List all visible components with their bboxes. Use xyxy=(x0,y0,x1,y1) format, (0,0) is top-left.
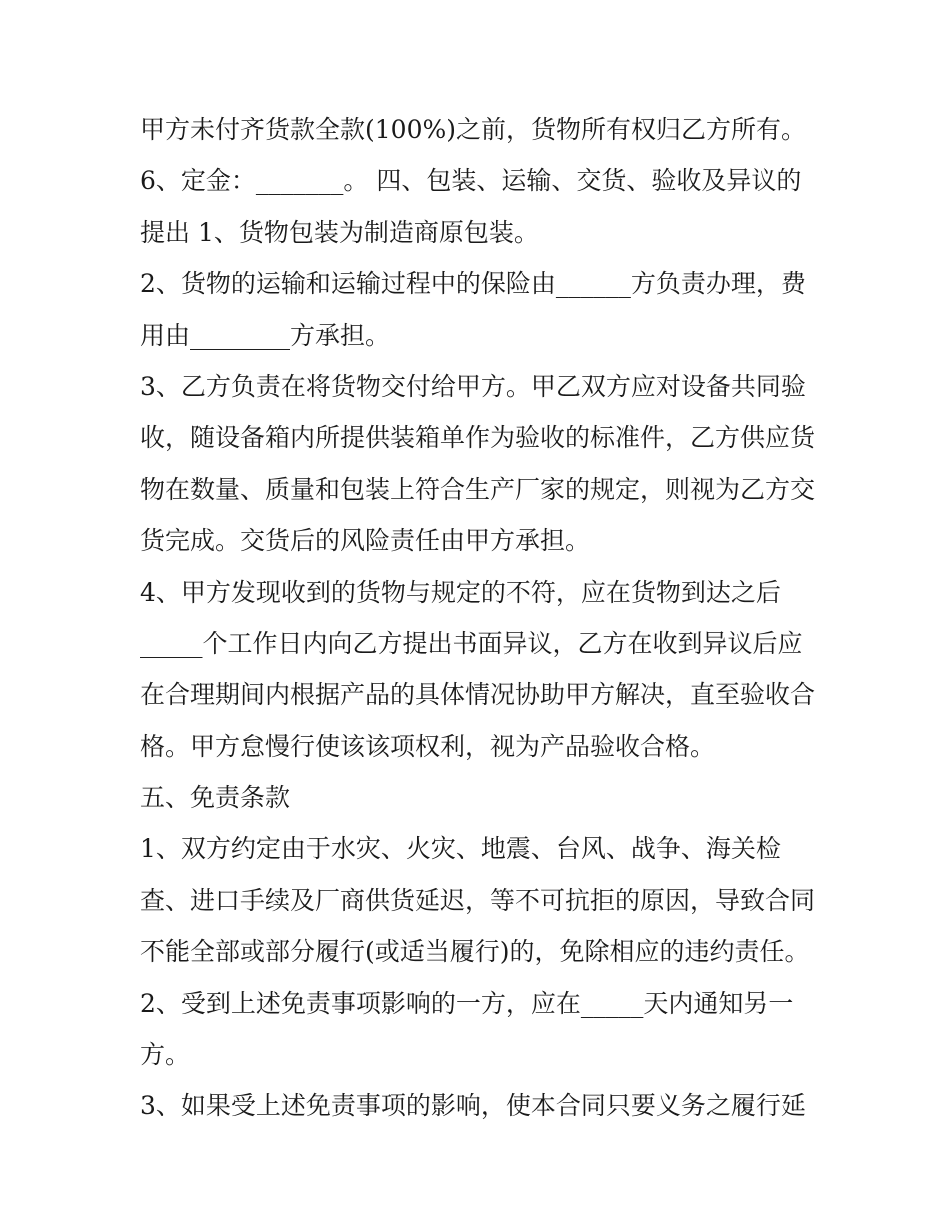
text-line: 2、货物的运输和运输过程中的保险由______方负责办理，费 xyxy=(140,269,806,299)
text-line: 3、如果受上述免责事项的影响，使本合同只要义务之履行延 xyxy=(140,1091,806,1121)
text-line: 方。 xyxy=(140,1040,191,1070)
text-line: 1、双方约定由于水灾、火灾、地震、台风、战争、海关检 xyxy=(140,834,781,864)
text-line: 货完成。交货后的风险责任由甲方承担。 xyxy=(140,526,591,556)
text-line: 收，随设备箱内所提供装箱单作为验收的标准件，乙方供应货 xyxy=(140,423,816,453)
text-line: 3、乙方负责在将货物交付给甲方。甲乙双方应对设备共同验 xyxy=(140,371,806,401)
text-line: 用由________方承担。 xyxy=(140,320,391,350)
text-line: 不能全部或部分履行(或适当履行)的，免除相应的违约责任。 xyxy=(140,937,810,967)
text-line: 物在数量、质量和包装上符合生产厂家的规定，则视为乙方交 xyxy=(140,474,816,504)
section-heading: 五、免责条款 xyxy=(140,783,291,813)
text-line: 甲方未付齐货款全款(100%)之前，货物所有权归乙方所有。 xyxy=(140,115,806,144)
text-line: 4、甲方发现收到的货物与规定的不符，应在货物到达之后 xyxy=(140,577,781,607)
text-line: 6、定金：_______。 四、包装、运输、交货、验收及异议的 xyxy=(140,166,802,196)
text-line: 2、受到上述免责事项影响的一方，应在_____天内通知另一 xyxy=(140,988,794,1018)
document-body xyxy=(140,104,820,1132)
text-line: 查、进口手续及厂商供货延迟，等不可抗拒的原因，导致合同 xyxy=(140,885,816,915)
text-line: 在合理期间内根据产品的具体情况协助甲方解决，直至验收合 xyxy=(140,680,816,710)
text-line: 格。甲方怠慢行使该该项权利，视为产品验收合格。 xyxy=(140,731,716,761)
text-line: 提出 1、货物包装为制造商原包装。 xyxy=(140,217,539,247)
text-line: _____个工作日内向乙方提出书面异议，乙方在收到异议后应 xyxy=(140,628,803,658)
